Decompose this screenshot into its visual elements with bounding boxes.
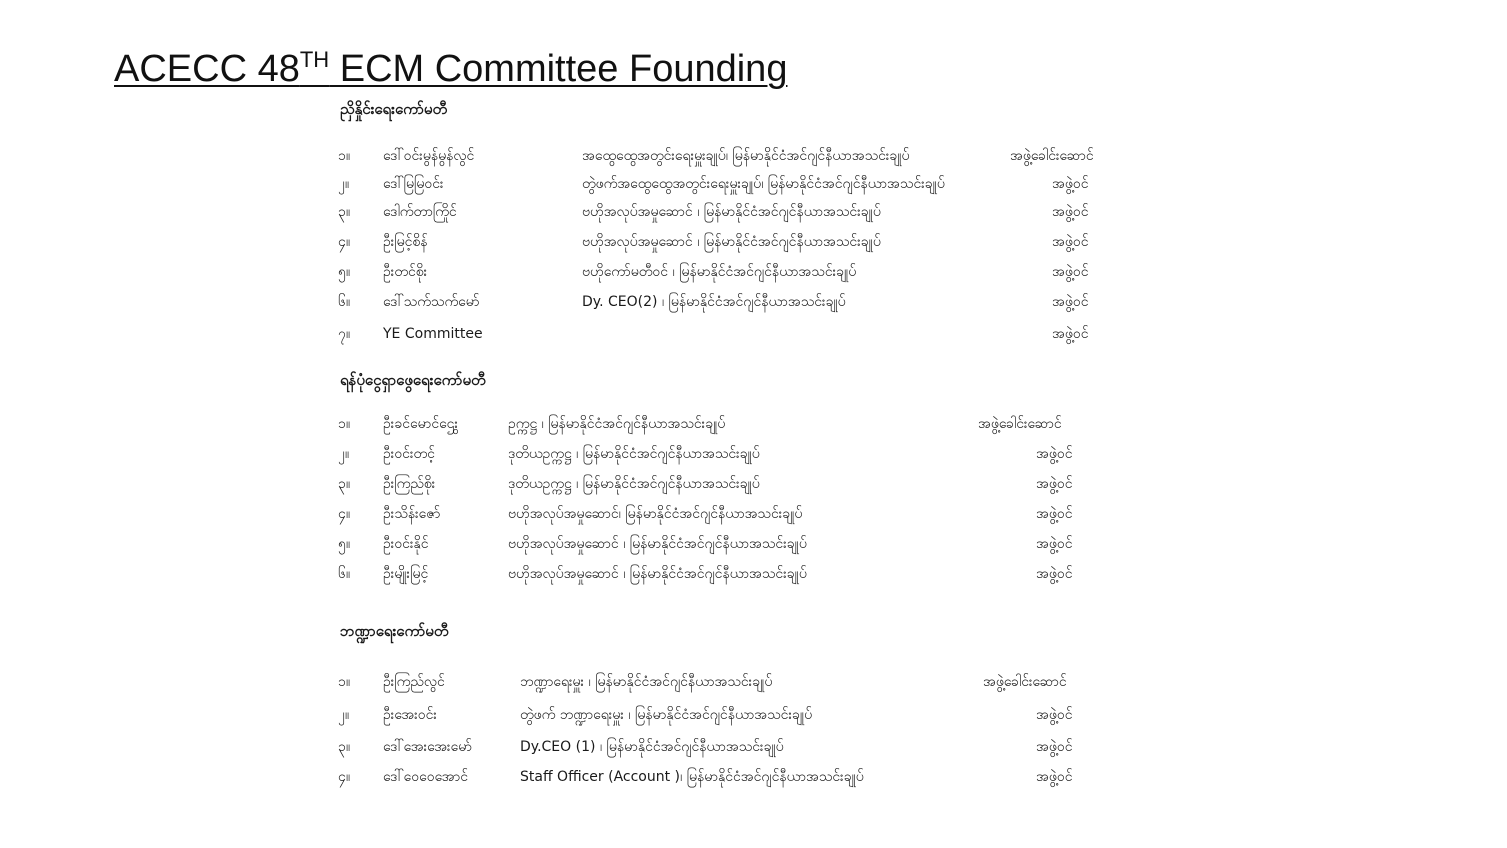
item-number: ၆။ — [338, 294, 351, 310]
item-number: ၂။ — [338, 446, 350, 462]
member-role: အဖွဲ့ဝင် — [1036, 476, 1073, 492]
list-item — [0, 171, 1507, 197]
list-item — [0, 143, 1507, 169]
member-role: အဖွဲ့ခေါင်းဆောင် — [978, 416, 1062, 432]
list-item — [0, 471, 1507, 497]
member-name: ဦးကြည်လွင် — [383, 674, 445, 690]
member-name: ဒေါ်သက်သက်မော် — [383, 294, 480, 310]
member-name: ဦးသိန်းဇော် — [383, 506, 441, 522]
item-number: ၂။ — [338, 707, 350, 723]
member-name: ဒေါ်အေးအေးမော် — [383, 739, 472, 755]
list-item — [0, 199, 1507, 225]
member-role: အဖွဲ့ဝင် — [1036, 566, 1073, 582]
member-position: ဥက္ကဋ္ဌ ၊ မြန်မာနိုင်ငံအင်ဂျင်နီယာအသင်းချုပ် — [508, 416, 726, 432]
member-role: အဖွဲ့ဝင် — [1036, 707, 1073, 723]
member-role: အဖွဲ့ဝင် — [1052, 204, 1089, 220]
member-position: တွဲဖက်အထွေထွေအတွင်းရေးမှူးချုပ်၊ မြန်မာနိုင်ငံအင်ဂျင်နီယာအသင်းချုပ် — [582, 176, 945, 192]
list-item — [0, 531, 1507, 557]
member-position: ဗဟိုအလုပ်အမှုဆောင် ၊ မြန်မာနိုင်ငံအင်ဂျင်နီယာအသင်းချုပ် — [582, 234, 881, 250]
member-position: ဒုတိယဥက္ကဋ္ဌ ၊ မြန်မာနိုင်ငံအင်ဂျင်နီယာအသင်းချုပ် — [508, 446, 760, 462]
member-name: ဦးကြည်စိုး — [383, 476, 436, 492]
member-name: ဦးတင်စိုး — [383, 264, 428, 280]
member-name: ဒေါ်ဝေဝေအောင် — [383, 769, 469, 785]
list-item — [0, 229, 1507, 255]
member-position: ဗဟိုအလုပ်အမှုဆောင် ၊ မြန်မာနိုင်ငံအင်ဂျင်နီယာအသင်းချုပ် — [508, 566, 807, 582]
item-number: ၄။ — [338, 506, 351, 522]
member-role: အဖွဲ့ဝင် — [1052, 294, 1089, 310]
list-item — [0, 289, 1507, 315]
member-name: ဦးဝင်းနိုင် — [383, 536, 429, 552]
member-position: Dy. CEO(2) ၊ မြန်မာနိုင်ငံအင်ဂျင်နီယာအသင်းချုပ် — [582, 294, 846, 310]
item-number: ၃။ — [338, 739, 351, 755]
item-number: ၁။ — [338, 674, 351, 690]
list-item — [0, 259, 1507, 285]
member-role: အဖွဲ့ဝင် — [1036, 446, 1073, 462]
member-name: ဒေါ်မြမြဝင်း — [383, 176, 444, 192]
item-number: ၁။ — [338, 416, 351, 432]
member-position: ဗဟိုကော်မတီဝင် ၊ မြန်မာနိုင်ငံအင်ဂျင်နီယာအသင်းချုပ် — [582, 264, 857, 280]
item-number: ၁။ — [338, 148, 351, 164]
member-position: ဗဟိုအလုပ်အမှုဆောင်၊ မြန်မာနိုင်ငံအင်ဂျင်နီယာအသင်းချုပ် — [508, 506, 803, 522]
member-name: ဦးဝင်းတင့် — [383, 446, 435, 462]
member-role: အဖွဲ့ဝင် — [1052, 264, 1089, 280]
list-item — [0, 734, 1507, 760]
list-item — [0, 669, 1507, 695]
item-number: ၅။ — [338, 264, 351, 280]
list-item — [0, 411, 1507, 437]
member-role: အဖွဲ့ဝင် — [1036, 739, 1073, 755]
item-number: ၄။ — [338, 234, 351, 250]
section-heading-fundraising: ရန်ပုံငွေရှာဖွေရေးကော်မတီ — [340, 371, 486, 389]
list-item — [0, 702, 1507, 728]
member-name: ဦးမြင့်စိန် — [383, 234, 428, 250]
member-name: ဒေါက်တာကြိုင် — [383, 204, 457, 220]
item-number: ၅။ — [338, 536, 351, 552]
member-role: အဖွဲ့ခေါင်းဆောင် — [1010, 148, 1094, 164]
title-superscript: TH — [299, 47, 330, 72]
member-position: Dy.CEO (1) ၊ မြန်မာနိုင်ငံအင်ဂျင်နီယာအသင်းချုပ် — [520, 739, 784, 755]
member-name: ဦးမျိုးမြင့် — [383, 566, 429, 582]
member-name: ဦးအေးဝင်း — [383, 707, 437, 723]
member-name: ဒေါ်ဝင်းမွန်မွန်လွင် — [383, 148, 475, 164]
member-position: ဒုတိယဥက္ကဋ္ဌ ၊ မြန်မာနိုင်ငံအင်ဂျင်နီယာအသင်းချုပ် — [508, 476, 760, 492]
list-item — [0, 441, 1507, 467]
item-number: ၆။ — [338, 566, 351, 582]
title-prefix: ACECC 48 — [114, 48, 300, 90]
member-role: အဖွဲ့ဝင် — [1052, 326, 1089, 342]
list-item — [0, 321, 1507, 347]
list-item — [0, 764, 1507, 790]
item-number: ၇။ — [338, 326, 351, 342]
section-heading-finance: ဘဏ္ဍာရေးကော်မတီ — [340, 622, 449, 640]
member-position: ဗဟိုအလုပ်အမှုဆောင် ၊ မြန်မာနိုင်ငံအင်ဂျင်နီယာအသင်းချုပ် — [508, 536, 807, 552]
member-name: YE Committee — [383, 326, 483, 342]
member-position: တွဲဖက် ဘဏ္ဍာရေးမှူး ၊ မြန်မာနိုင်ငံအင်ဂျင်နီယာအသင်းချုပ် — [520, 707, 813, 723]
item-number: ၃။ — [338, 476, 351, 492]
page-title — [114, 36, 787, 93]
member-position: အထွေထွေအတွင်းရေးမှူးချုပ်၊ မြန်မာနိုင်ငံအင်ဂျင်နီယာအသင်းချုပ် — [582, 148, 910, 164]
member-role: အဖွဲ့ခေါင်းဆောင် — [983, 674, 1067, 690]
member-role: အဖွဲ့ဝင် — [1052, 234, 1089, 250]
item-number: ၂။ — [338, 176, 350, 192]
item-number: ၃။ — [338, 204, 351, 220]
member-name: ဦးခင်မောင်ဌွေး — [383, 416, 459, 432]
list-item — [0, 501, 1507, 527]
member-role: အဖွဲ့ဝင် — [1052, 176, 1089, 192]
title-suffix: ECM Committee Founding — [329, 48, 788, 90]
member-role: အဖွဲ့ဝင် — [1036, 536, 1073, 552]
list-item — [0, 561, 1507, 587]
section-heading-coordination: ညှိနှိုင်းရေးကော်မတီ — [340, 100, 448, 118]
member-position: ဘဏ္ဍာရေးမှူး ၊ မြန်မာနိုင်ငံအင်ဂျင်နီယာအသင်းချုပ် — [520, 674, 773, 690]
member-role: အဖွဲ့ဝင် — [1036, 506, 1073, 522]
item-number: ၄။ — [338, 769, 351, 785]
member-role: အဖွဲ့ဝင် — [1036, 769, 1073, 785]
member-position: ဗဟိုအလုပ်အမှုဆောင် ၊ မြန်မာနိုင်ငံအင်ဂျင်နီယာအသင်းချုပ် — [582, 204, 881, 220]
member-position: Staff Officer (Account )၊ မြန်မာနိုင်ငံအင်ဂျင်နီယာအသင်းချုပ် — [520, 769, 864, 785]
